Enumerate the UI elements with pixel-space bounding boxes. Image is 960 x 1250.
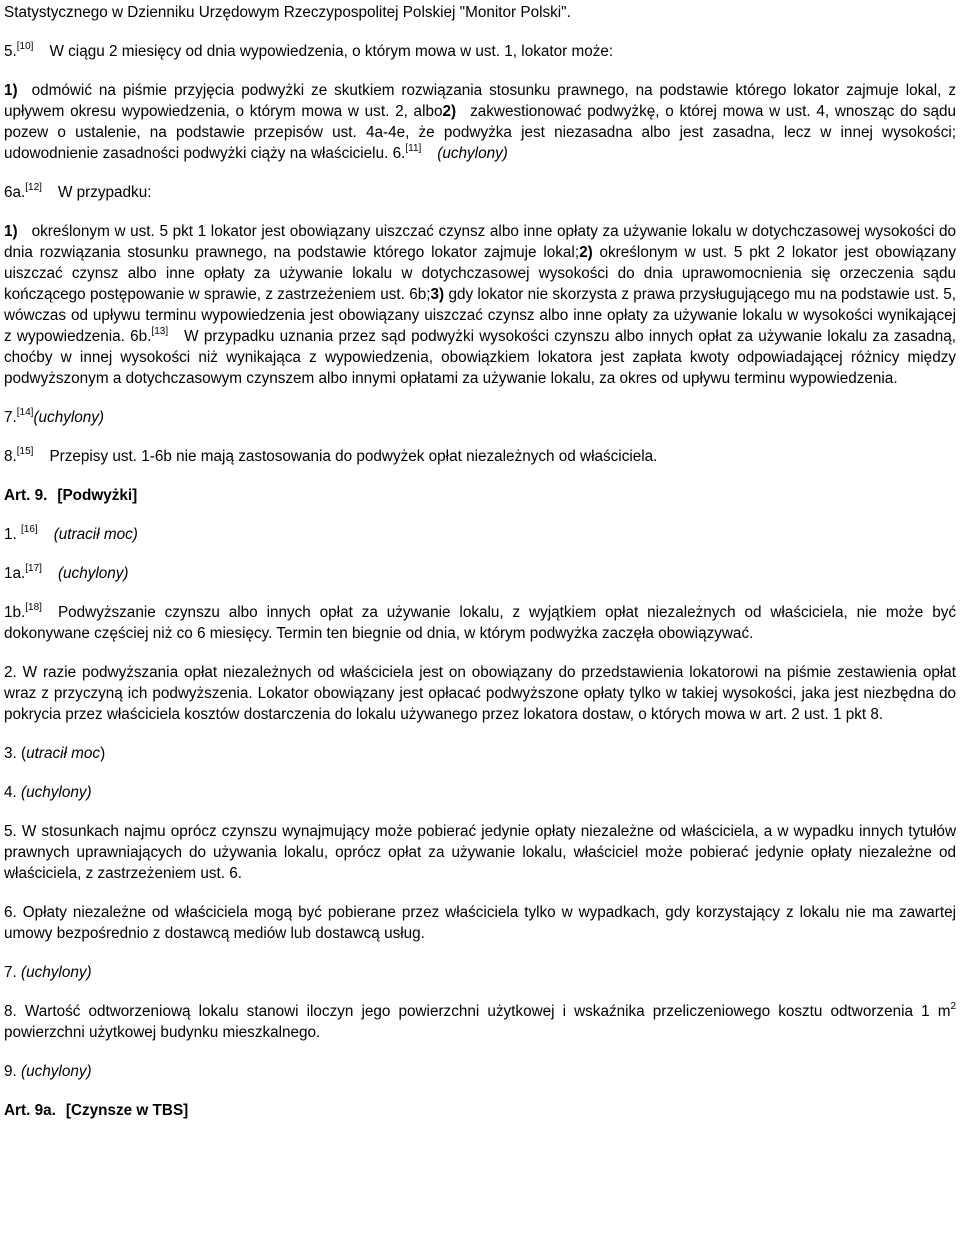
footnote-ref[interactable]: [14]: [16, 407, 34, 418]
paragraph-text: Przepisy ust. 1-6b nie mają zastosowania do podwyżek opłat niezależnych od właściciela.: [49, 448, 658, 465]
paragraph-ust-7: [4, 407, 956, 428]
footnote-ref[interactable]: [13]: [151, 326, 169, 337]
paragraph-number: 7.: [4, 409, 17, 426]
paragraph-ust-7b: [4, 962, 956, 983]
paragraph-number: 8.: [4, 448, 17, 465]
paragraph-ust-1: [4, 524, 956, 545]
paragraph-points-6a: [4, 221, 956, 389]
article-heading-9: [4, 485, 956, 506]
paragraph-number: 3. (: [4, 745, 27, 762]
article-title: [Podwyżki]: [57, 487, 138, 504]
paragraph-number: 5.: [4, 43, 17, 60]
point-number: 1): [4, 223, 18, 240]
paragraph-text: powierzchni użytkowej budynku mieszkalnego.: [4, 1024, 321, 1041]
article-title: [Czynsze w TBS]: [65, 1102, 189, 1119]
paragraph-continuation: [4, 2, 956, 23]
repealed-note: utracił moc: [26, 745, 101, 762]
repealed-note: (uchylony): [57, 565, 129, 582]
paragraph-points-1-2: [4, 80, 956, 164]
paragraph-number: 6a.: [4, 184, 26, 201]
point-text: odmówić na piśmie przyjęcia podwyżki ze skutkiem rozwiązania stosunku prawnego, na podstawie którego lokator zajmuje lokal, z upływem okresu wypowiedzenia, o którym mowa w ust. 2, albo: [4, 82, 956, 120]
repealed-note: (utracił moc): [53, 526, 138, 543]
footnote-ref[interactable]: [12]: [25, 182, 42, 193]
text: Statystycznego w Dzienniku Urzędowym Rzeczypospolitej Polskiej "Monitor Polski".: [4, 4, 571, 21]
paragraph-text: 2. W razie podwyższania opłat niezależnych od właściciela jest on obowiązany do przedstawienia lokatorowi na piśmie zestawienia opłat wraz z przyczyną ich podwyższenia. Lokator obowiązany jest opłacać podwyższone opłaty tylko w takiej wysokości, jaka jest niezbędna do pokrycia przez właściciela kosztów dostarczenia do lokalu używanego przez lokatora dostaw, o których mowa w art. 2 ust. 1 pkt 8.: [4, 664, 956, 723]
article-number: Art. 9.: [4, 487, 48, 504]
paragraph-ust-5b: [4, 821, 956, 884]
paragraph-ust-8b: [4, 1001, 956, 1043]
repealed-note: (uchylony): [437, 145, 508, 162]
repealed-note: (uchylony): [21, 964, 92, 981]
point-text: określonym w ust. 5 pkt 2 lokator jest obowiązany uiszczać czynsz albo inne opłaty za używanie lokalu w dotychczasowej wysokości do dnia uprawomocnienia się orzeczenia sądu kończącego postępowanie w sprawie, z zastrzeżeniem ust. 6b;: [4, 244, 957, 303]
footnote-ref[interactable]: [11]: [405, 143, 422, 154]
superscript: 2: [950, 1001, 956, 1012]
point-text: określonym w ust. 5 pkt 1 lokator jest obowiązany uiszczać czynsz albo inne opłaty za używanie lokalu w dotychczasowej wysokości do dnia rozwiązania stosunku prawnego, na podstawie którego lokator zajmuje lokal;: [4, 223, 956, 261]
footnote-ref[interactable]: [16]: [21, 524, 38, 535]
paragraph-ust-6: [4, 902, 956, 944]
footnote-ref[interactable]: [17]: [25, 563, 42, 574]
paragraph-ust-6a: [4, 182, 956, 203]
point-number: 1): [4, 82, 18, 99]
paragraph-ust-8: [4, 446, 956, 467]
paragraph-text: 8. Wartość odtworzeniową lokalu stanowi iloczyn jego powierzchni użytkowej i wskaźnika przeliczeniowego kosztu odtworzenia 1 m: [4, 1003, 951, 1020]
paragraph-number: 4.: [4, 784, 17, 801]
closing-paren: ): [100, 745, 106, 762]
footnote-ref[interactable]: [10]: [16, 41, 34, 52]
footnote-ref[interactable]: [18]: [25, 602, 42, 613]
article-number: Art. 9a.: [4, 1102, 56, 1119]
paragraph-text: Podwyższanie czynszu albo innych opłat za używanie lokalu, z wyjątkiem opłat niezależnych od właściciela, nie może być dokonywane częściej niż co 6 miesięcy. Termin ten biegnie od dnia, w którym podwyżka zaczęła obowiązywać.: [4, 604, 956, 642]
footnote-ref[interactable]: [15]: [16, 446, 34, 457]
point-text: zakwestionować podwyżkę, o której mowa w ust. 4, wnosząc do sądu pozew o ustalenie, na podstawie przepisów ust. 4a-4e, że podwyżka jest niezasadna albo jest zasadna, lecz w innej wysokości; udowodnienie zasadności podwyżki ciąży na właścicielu. 6.: [4, 103, 956, 162]
repealed-note: (uchylony): [21, 784, 92, 801]
paragraph-text: 6. Opłaty niezależne od właściciela mogą być pobierane przez właściciela tylko w wypadkach, gdy korzystający z lokalu nie ma zawartej umowy bezpośrednio z dostawcą mediów lub dostawcą usług.: [4, 904, 956, 942]
point-text: gdy lokator nie skorzysta z prawa przysługującego mu na podstawie ust. 5, wówczas od upływu terminu wypowiedzenia jest obowiązany uiszczać czynsz albo inne opłaty za używanie lokalu w wysokości wynikającej z wypowiedzenia. 6b.: [4, 286, 956, 345]
article-heading-9a: [4, 1100, 956, 1121]
paragraph-number: 1b.: [4, 604, 26, 621]
paragraph-ust-5: [4, 41, 956, 62]
paragraph-number: 1.: [4, 526, 17, 543]
point-number: 2): [579, 244, 593, 261]
repealed-note: (uchylony): [33, 409, 105, 426]
paragraph-ust-2: [4, 662, 956, 725]
paragraph-text: 5. W stosunkach najmu oprócz czynszu wynajmujący może pobierać jedynie opłaty niezależne od właściciela, a w wypadku innych tytułów prawnych uprawniających do używania lokalu, oprócz opłat za używanie lokalu, właściciel może pobierać jedynie opłaty niezależne od właściciela, z zastrzeżeniem ust. 6.: [4, 823, 956, 882]
paragraph-ust-4: [4, 782, 956, 803]
paragraph-ust-1a: [4, 563, 956, 584]
paragraph-number: 1a.: [4, 565, 26, 582]
paragraph-number: 9.: [4, 1063, 17, 1080]
paragraph-text: W ciągu 2 miesięcy od dnia wypowiedzenia, o którym mowa w ust. 1, lokator może:: [49, 43, 614, 60]
paragraph-text: W przypadku uznania przez sąd podwyżki wysokości czynszu albo innych opłat za używanie lokalu za zasadną, choćby w innej wysokości niż wynikająca z wypowiedzenia, obowiązkiem lokatora jest zapłata kwoty odpowiadającej różnicy między podwyższonym a dotychczasowym czynszem albo innymi opłatami za używanie lokalu, za okres od upływu terminu wypowiedzenia.: [4, 328, 957, 387]
paragraph-ust-9: [4, 1061, 956, 1082]
paragraph-number: 7.: [4, 964, 17, 981]
paragraph-text: W przypadku:: [57, 184, 152, 201]
paragraph-ust-1b: [4, 602, 956, 644]
point-number: 3): [430, 286, 445, 303]
repealed-note: (uchylony): [21, 1063, 92, 1080]
point-number: 2): [442, 103, 457, 120]
paragraph-ust-3: [4, 743, 956, 764]
